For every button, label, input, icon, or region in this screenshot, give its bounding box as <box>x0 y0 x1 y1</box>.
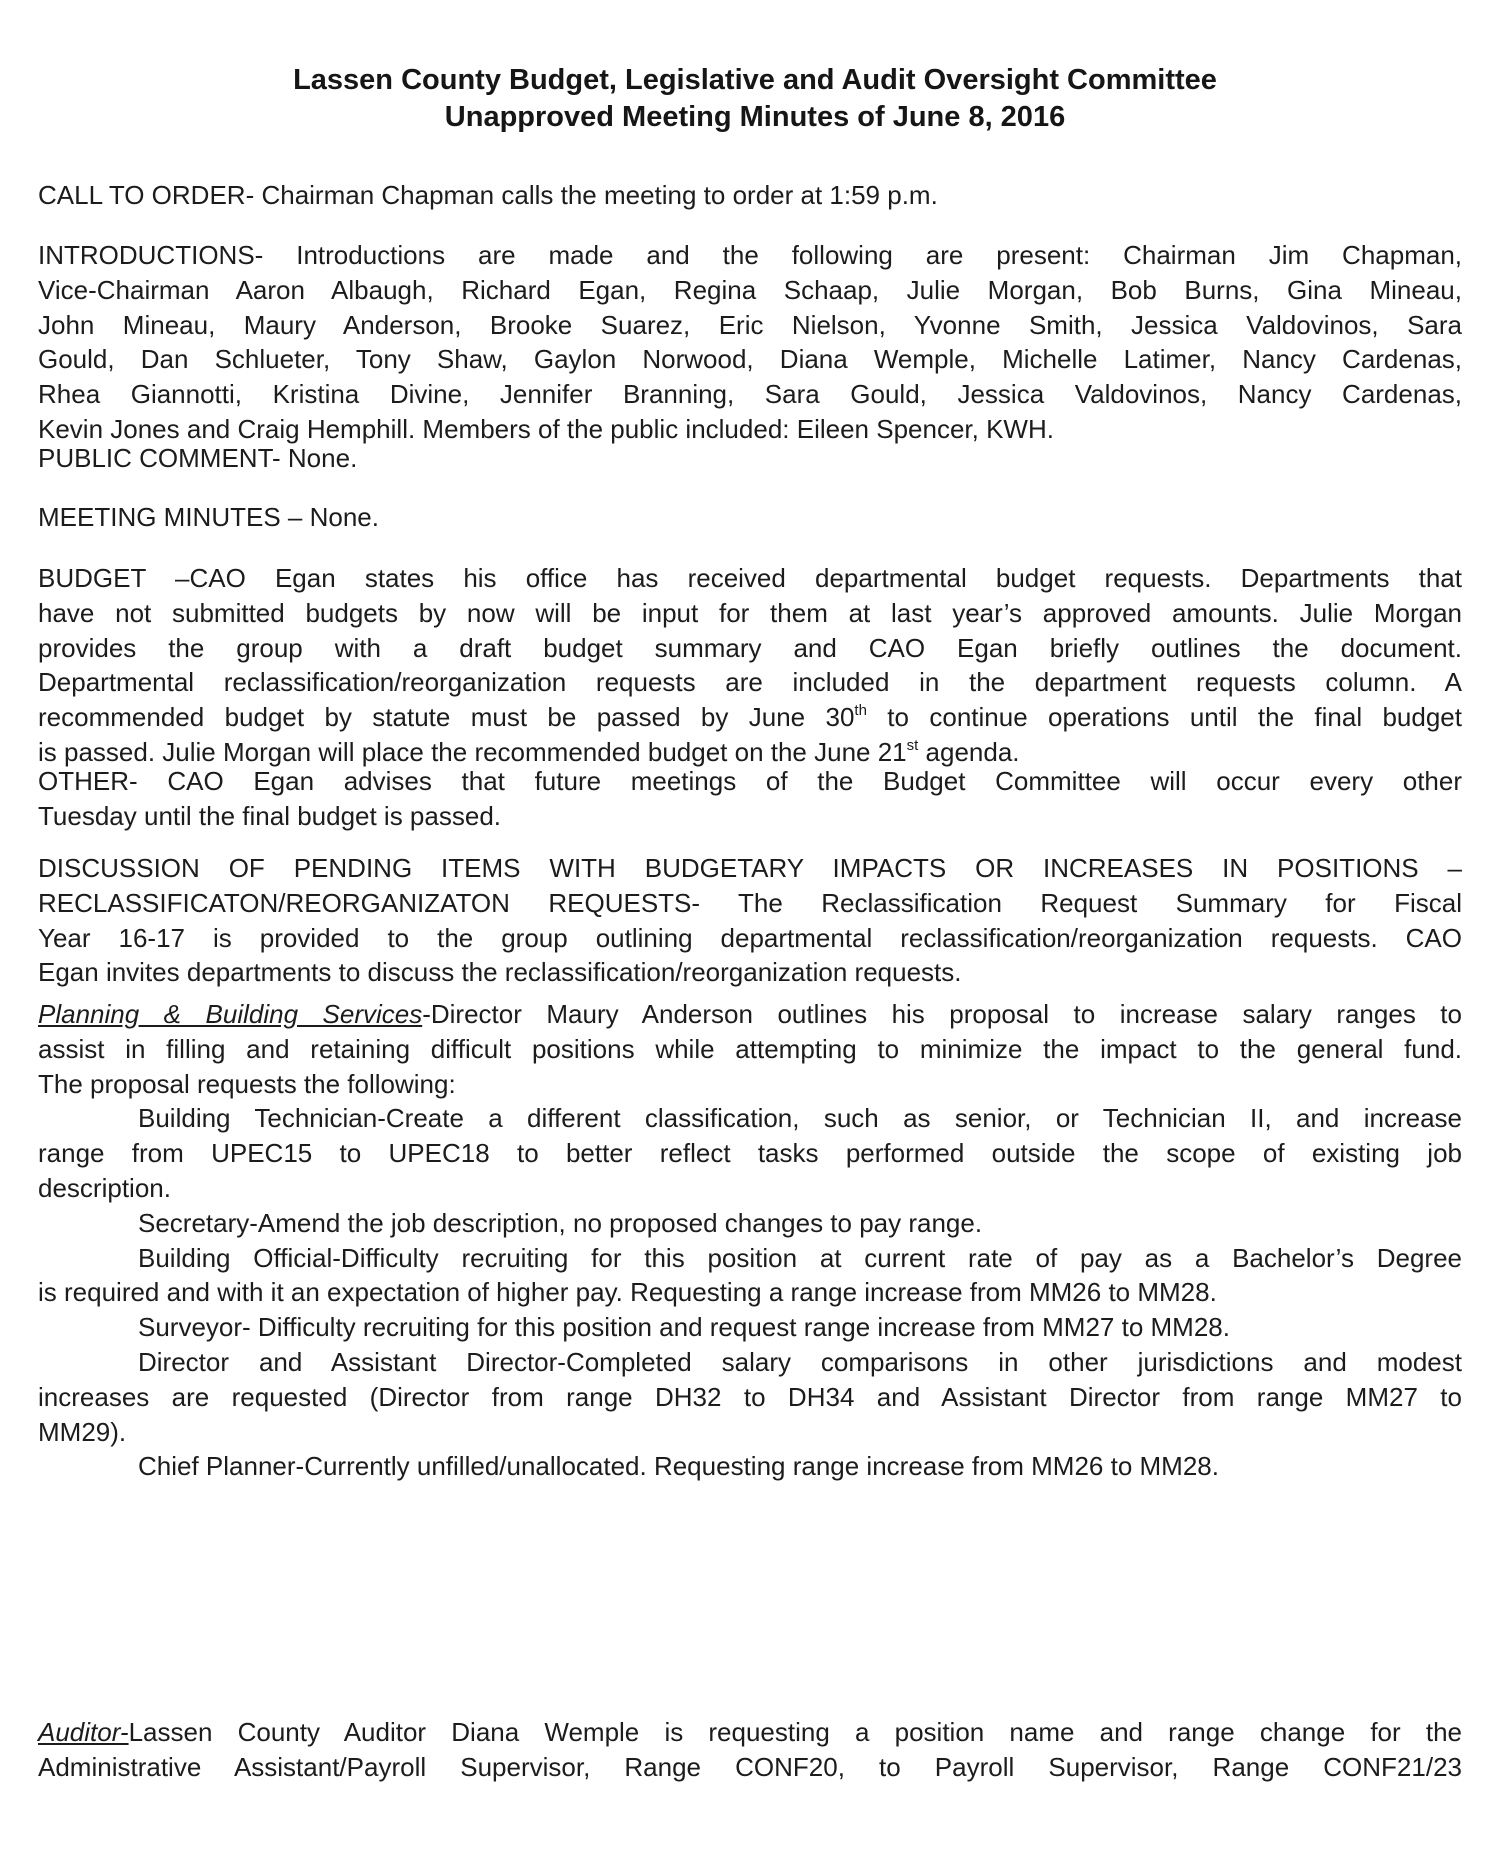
text-line: MEETING MINUTES – None. <box>38 502 379 532</box>
text-line: Vice-Chairman Aaron Albaugh, Richard Egan, Regina Schaap, Julie Morgan, Bob Burns, Gina Mineau, <box>38 274 1462 305</box>
public-comment-paragraph <box>38 441 1462 476</box>
introductions-paragraph <box>38 238 1462 447</box>
budget-paragraph <box>38 561 1462 770</box>
text-line: is required and with it an expectation of higher pay. Requesting a range increase from MM26 to MM28. <box>38 1277 1217 1308</box>
text-line: increases are requested (Director from range DH32 to DH34 and Assistant Director from range MM27 to <box>38 1381 1462 1412</box>
text-line: Departmental reclassification/reorganization requests are included in the department requests column. A <box>38 667 1462 698</box>
text-line: Director and Assistant Director-Completed salary comparisons in other jurisdictions and modest <box>138 1346 1462 1377</box>
superscript: st <box>906 736 919 754</box>
text-line: CALL TO ORDER- Chairman Chapman calls the meeting to order at 1:59 p.m. <box>38 180 938 210</box>
section-heading-auditor: Auditor- <box>38 1717 129 1747</box>
text-line: Year 16-17 is provided to the group outlining departmental reclassification/reorganization requests. CAO <box>38 922 1462 953</box>
text-line: Egan invites departments to discuss the reclassification/reorganization requests. <box>38 957 962 988</box>
text-line <box>38 997 1462 1032</box>
text-line: Kevin Jones and Craig Hemphill. Members of the public included: Eileen Spencer, KWH. <box>38 413 1054 444</box>
call-to-order-paragraph <box>38 178 1462 213</box>
discussion-paragraph <box>38 851 1462 990</box>
section-heading-planning: Planning & Building Services <box>38 999 423 1029</box>
text-line: OTHER- CAO Egan advises that future meetings of the Budget Committee will occur every other <box>38 766 1462 796</box>
text-segment: to continue operations until the final budget <box>866 702 1462 733</box>
text-segment: Lassen County Auditor Diana Wemple is requesting a position name and range change for the <box>128 1717 1462 1747</box>
text-line <box>38 700 1462 735</box>
text-line: assist in filling and retaining difficult positions while attempting to minimize the impact to the general fund. <box>38 1033 1462 1064</box>
text-line: BUDGET –CAO Egan states his office has received departmental budget requests. Departments that <box>38 563 1462 593</box>
text-line: Gould, Dan Schlueter, Tony Shaw, Gaylon Norwood, Diana Wemple, Michelle Latimer, Nancy Cardenas, <box>38 344 1462 375</box>
text-line: provides the group with a draft budget summary and CAO Egan briefly outlines the document. <box>38 632 1462 663</box>
text-line: Building Technician-Create a different classification, such as senior, or Technician II, and increase <box>138 1103 1462 1134</box>
planning-section <box>38 997 1462 1484</box>
text-line: MM29). <box>38 1416 127 1447</box>
text-segment: recommended budget by statute must be passed by June 30 <box>38 702 855 733</box>
text-line: Tuesday until the final budget is passed. <box>38 800 501 831</box>
text-line: RECLASSIFICATON/REORGANIZATON REQUESTS- The Reclassification Request Summary for Fiscal <box>38 887 1462 918</box>
document-subtitle: Unapproved Meeting Minutes of June 8, 2016 <box>444 101 1066 133</box>
text-line: have not submitted budgets by now will be input for them at last year’s approved amounts. Julie Morgan <box>38 597 1462 628</box>
text-segment: is passed. Julie Morgan will place the recommended budget on the June 21 <box>38 736 907 767</box>
meeting-minutes-paragraph <box>38 500 1462 535</box>
text-line: Surveyor- Difficulty recruiting for this position and request range increase from MM27 to MM28. <box>138 1312 1230 1343</box>
text-line: INTRODUCTIONS- Introductions are made and the following are present: Chairman Jim Chapman, <box>38 240 1462 270</box>
text-line: John Mineau, Maury Anderson, Brooke Suarez, Eric Nielson, Yvonne Smith, Jessica Valdovinos, Sara <box>38 309 1462 340</box>
text-line: Chief Planner-Currently unfilled/unallocated. Requesting range increase from MM26 to MM28. <box>138 1451 1219 1482</box>
text-line: Administrative Assistant/Payroll Supervisor, Range CONF20, to Payroll Supervisor, Range CONF21/23 <box>38 1751 1462 1782</box>
text-line: PUBLIC COMMENT- None. <box>38 443 358 473</box>
superscript: th <box>854 702 867 720</box>
text-line: The proposal requests the following: <box>38 1068 456 1099</box>
text-segment: agenda. <box>918 736 1020 767</box>
text-line: Building Official-Difficulty recruiting for this position at current rate of pay as a Bachelor’s Degree <box>138 1242 1462 1273</box>
text-line: Secretary-Amend the job description, no proposed changes to pay range. <box>138 1207 983 1238</box>
text-line: range from UPEC15 to UPEC18 to better reflect tasks performed outside the scope of existing job <box>38 1138 1462 1169</box>
document-title: Lassen County Budget, Legislative and Audit Oversight Committee <box>293 64 1217 96</box>
text-segment: -Director Maury Anderson outlines his proposal to increase salary ranges to <box>422 999 1462 1029</box>
text-line: DISCUSSION OF PENDING ITEMS WITH BUDGETARY IMPACTS OR INCREASES IN POSITIONS – <box>38 853 1462 883</box>
other-paragraph <box>38 764 1462 834</box>
text-line: Rhea Giannotti, Kristina Divine, Jennifer Branning, Sara Gould, Jessica Valdovinos, Nancy Cardenas, <box>38 379 1462 410</box>
text-line: description. <box>38 1172 171 1203</box>
auditor-section <box>38 1715 1462 1785</box>
text-line <box>38 1715 1462 1750</box>
